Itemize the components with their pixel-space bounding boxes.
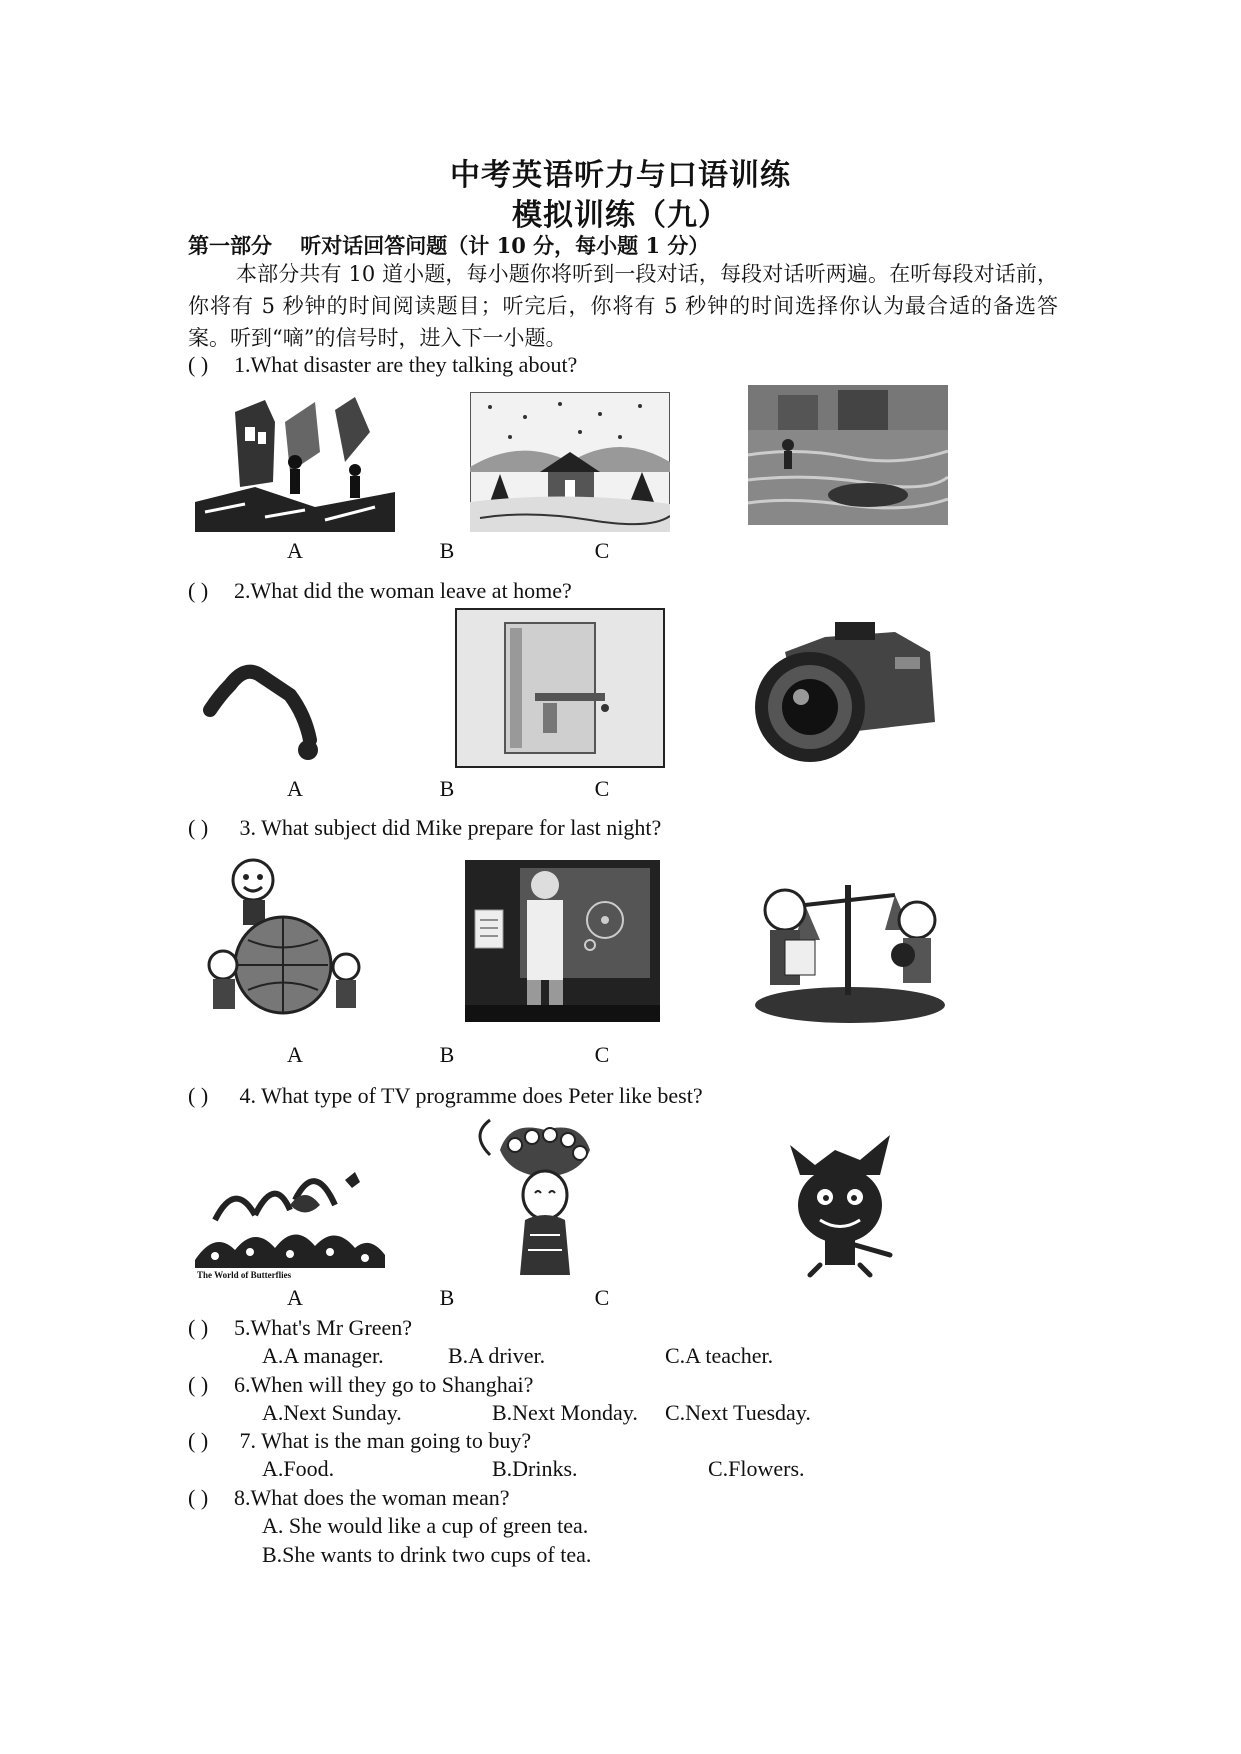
question-1 [188, 352, 577, 378]
answer-blank[interactable]: ( ) [188, 352, 209, 377]
option-letter-b[interactable]: B [439, 776, 455, 801]
question-4 [188, 1083, 703, 1109]
option-c[interactable]: C.A teacher. [665, 1343, 774, 1368]
section-heading: 第一部分 听对话回答问题（计 10 分，每小题 1 分） [188, 233, 710, 258]
option-c[interactable]: C.Flowers. [708, 1456, 805, 1481]
question-text: 1.What disaster are they talking about? [234, 352, 578, 377]
option-a[interactable]: A.Next Sunday. [262, 1400, 402, 1425]
page-title: 中考英语听力与口语训练 [450, 158, 791, 193]
option-letter-c[interactable]: C [594, 1042, 610, 1067]
question-6 [188, 1372, 533, 1398]
flood-street-image[interactable] [748, 385, 948, 525]
option-b[interactable]: B.Next Monday. [492, 1400, 638, 1425]
page-subtitle: 模拟训练（九） [512, 198, 729, 233]
option-c[interactable]: C.Next Tuesday. [665, 1400, 811, 1425]
question-text: 8.What does the woman mean? [234, 1485, 510, 1510]
section-intro: 本部分共有 10 道小题，每小题你将听到一段对话，每段对话听两遍。在听每段对话前，你将有 5 秒钟的时间阅读题目；听完后，你将有 5 秒钟的时间选择你认为最合适的备选答案。听到“嘀”的信号时，进入下一小题。 [188, 262, 1058, 350]
opera-character-image[interactable] [470, 1115, 620, 1285]
answer-blank[interactable]: ( ) [188, 1372, 209, 1397]
question-text: 5.What's Mr Green? [234, 1315, 413, 1340]
question-8 [188, 1485, 510, 1511]
earthquake-ruins-image[interactable] [195, 392, 395, 532]
umbrella-door-image[interactable] [455, 608, 665, 768]
geography-globe-image[interactable] [198, 855, 368, 1020]
answer-blank[interactable]: ( ) [188, 1485, 209, 1510]
question-7 [188, 1428, 531, 1454]
answer-blank[interactable]: ( ) [188, 815, 209, 840]
question-text: 7. What is the man going to buy? [234, 1428, 532, 1453]
answer-blank[interactable]: ( ) [188, 1083, 209, 1108]
option-a[interactable]: A. She would like a cup of green tea. [262, 1513, 589, 1538]
key-image[interactable] [200, 640, 350, 770]
option-letter-c[interactable]: C [594, 776, 610, 801]
question-5 [188, 1315, 412, 1341]
answer-blank[interactable]: ( ) [188, 578, 209, 603]
cartoon-cat-image[interactable] [780, 1125, 910, 1280]
option-b[interactable]: B.A driver. [448, 1343, 546, 1368]
butterfly-documentary-image[interactable] [195, 1160, 385, 1280]
question-2 [188, 578, 572, 604]
camera-image[interactable] [745, 612, 945, 772]
snow-village-image[interactable] [470, 392, 670, 532]
option-letter-a[interactable]: A [287, 776, 303, 801]
option-letter-a[interactable]: A [287, 538, 303, 563]
option-b[interactable]: B.She wants to drink two cups of tea. [262, 1542, 592, 1567]
biology-teacher-image[interactable] [465, 860, 660, 1022]
option-b[interactable]: B.Drinks. [492, 1456, 578, 1481]
answer-blank[interactable]: ( ) [188, 1315, 209, 1340]
option-a[interactable]: A.Food. [262, 1456, 335, 1481]
question-text: 6.When will they go to Shanghai? [234, 1372, 534, 1397]
question-text: 4. What type of TV programme does Peter like best? [234, 1083, 703, 1108]
question-text: 2.What did the woman leave at home? [234, 578, 572, 603]
option-letter-b[interactable]: B [439, 538, 455, 563]
option-letter-b[interactable]: B [439, 1042, 455, 1067]
option-letter-b[interactable]: B [439, 1285, 455, 1310]
option-letter-c[interactable]: C [594, 1285, 610, 1310]
option-letter-a[interactable]: A [287, 1285, 303, 1310]
question-text: 3. What subject did Mike prepare for last night? [234, 815, 662, 840]
option-a[interactable]: A.A manager. [262, 1343, 384, 1368]
butterfly-caption: The World of Butterflies [197, 1270, 292, 1280]
answer-blank[interactable]: ( ) [188, 1428, 209, 1453]
option-letter-a[interactable]: A [287, 1042, 303, 1067]
option-letter-c[interactable]: C [594, 538, 610, 563]
physics-scale-image[interactable] [745, 865, 950, 1025]
question-3 [188, 815, 661, 841]
